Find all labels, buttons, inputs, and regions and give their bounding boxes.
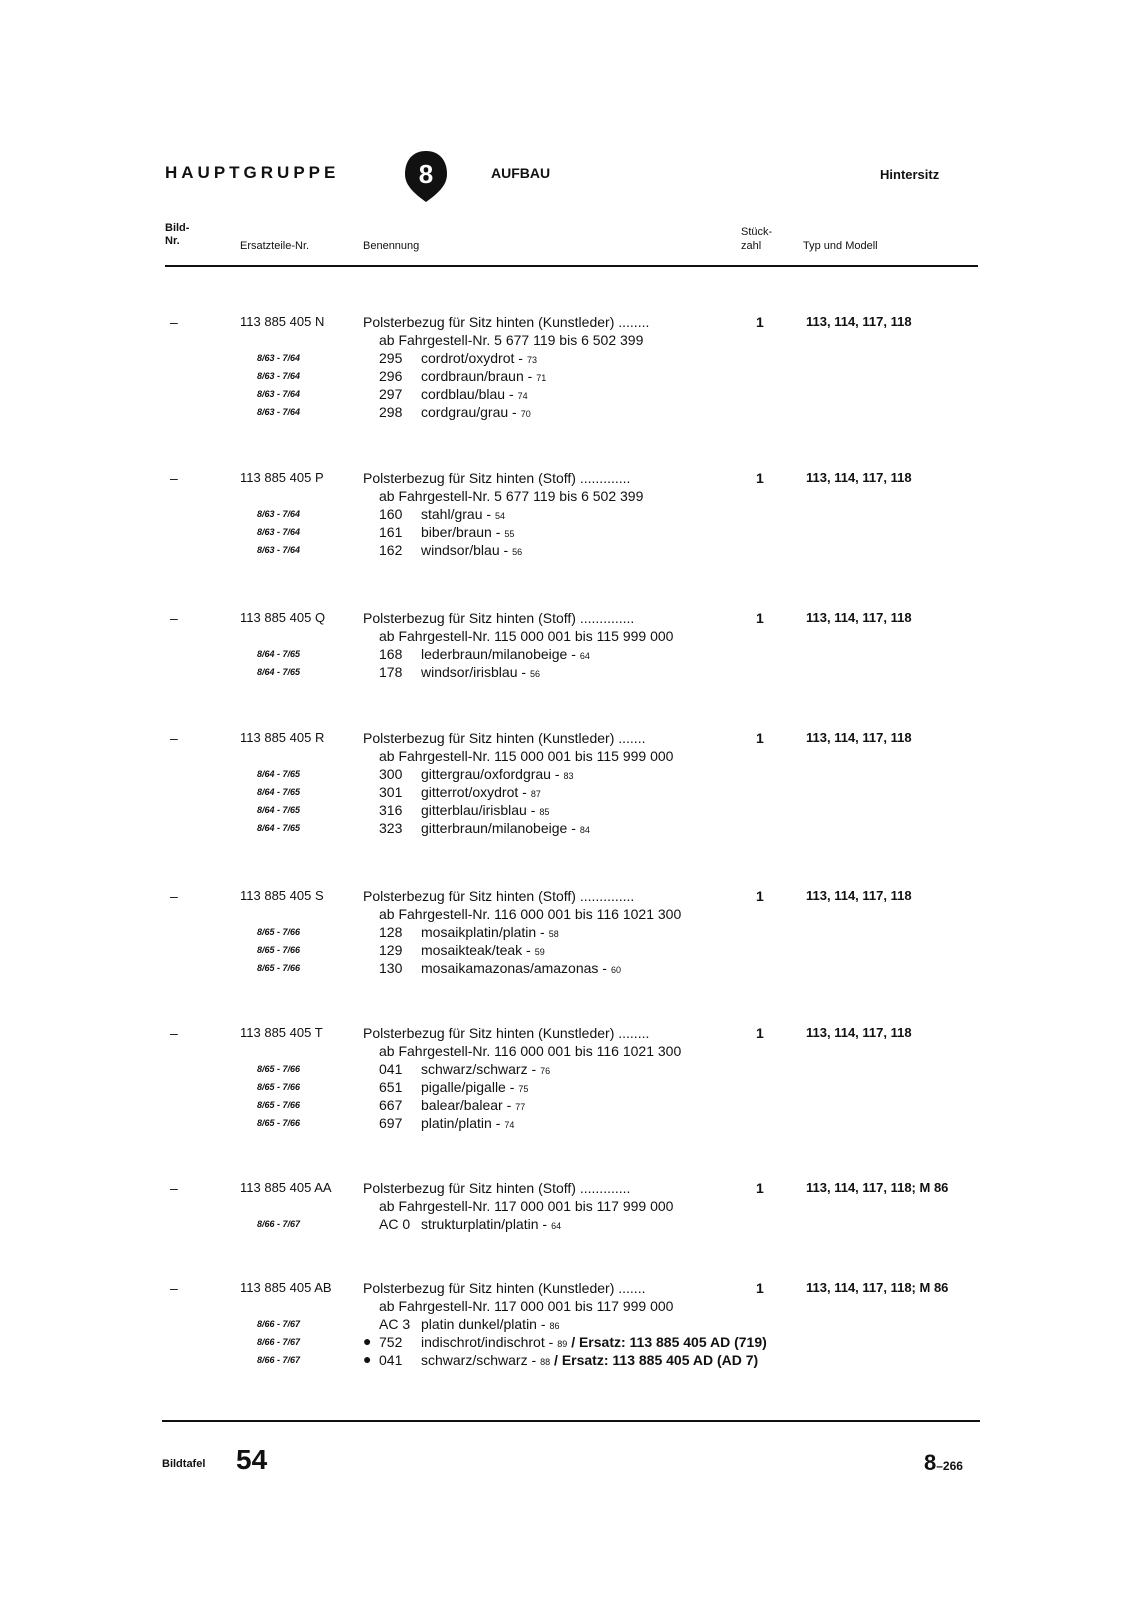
group-number-badge xyxy=(403,148,449,204)
color-code: 168 xyxy=(379,646,403,662)
color-code: 041 xyxy=(379,1061,403,1077)
variant-row xyxy=(0,784,1132,802)
color-name xyxy=(421,524,514,540)
color-label: mosaikplatin/platin - xyxy=(421,924,545,940)
validity-dates: 8/63 - 7/64 xyxy=(257,509,301,519)
variant-row xyxy=(0,368,1132,386)
part-quantity: 1 xyxy=(756,1025,764,1041)
color-ref: 73 xyxy=(526,355,537,365)
color-label: platin dunkel/platin - xyxy=(421,1316,546,1332)
color-label: gittergrau/oxfordgrau - xyxy=(421,766,560,782)
color-ref: 77 xyxy=(515,1102,526,1112)
part-quantity: 1 xyxy=(756,610,764,626)
color-name xyxy=(421,1097,525,1113)
part-number: 113 885 405 AA xyxy=(240,1180,332,1195)
color-label: biber/braun - xyxy=(421,524,501,540)
part-quantity: 1 xyxy=(756,730,764,746)
part-models: 113, 114, 117, 118; M 86 xyxy=(806,1180,949,1195)
variant-row xyxy=(0,1097,1132,1115)
color-code: 651 xyxy=(379,1079,403,1095)
chassis-range: ab Fahrgestell-Nr. 5 677 119 bis 6 502 399 xyxy=(379,488,644,504)
subsection-title: Hintersitz xyxy=(880,167,940,182)
header-rule xyxy=(165,265,978,267)
color-name xyxy=(421,924,559,940)
variant-row xyxy=(0,404,1132,422)
color-code: 130 xyxy=(379,960,403,976)
validity-dates: 8/65 - 7/66 xyxy=(257,945,301,955)
chassis-range: ab Fahrgestell-Nr. 5 677 119 bis 6 502 399 xyxy=(379,332,644,348)
chassis-range: ab Fahrgestell-Nr. 117 000 001 bis 117 999 000 xyxy=(379,1198,674,1214)
color-ref: 87 xyxy=(530,789,541,799)
color-code: 295 xyxy=(379,350,403,366)
variant-row xyxy=(0,766,1132,784)
footer-rule xyxy=(162,1420,980,1422)
color-code: AC 0 xyxy=(379,1216,411,1232)
color-label: balear/balear - xyxy=(421,1097,512,1113)
chassis-range: ab Fahrgestell-Nr. 116 000 001 bis 116 1021 300 xyxy=(379,1043,682,1059)
part-models: 113, 114, 117, 118 xyxy=(806,730,912,745)
footer-plate-number: 54 xyxy=(236,1444,268,1475)
validity-dates: 8/64 - 7/65 xyxy=(257,823,301,833)
bild-nr: – xyxy=(170,1025,178,1041)
page-sub: –266 xyxy=(936,1459,963,1473)
color-label: gitterbraun/milanobeige - xyxy=(421,820,576,836)
part-description: Polsterbezug für Sitz hinten (Kunstleder) ........ xyxy=(363,1025,650,1041)
color-ref: 74 xyxy=(504,1120,515,1130)
replacement-note: / Ersatz: 113 885 405 AD (719) xyxy=(571,1334,767,1350)
color-code: 667 xyxy=(379,1097,403,1113)
color-code: 752 xyxy=(379,1334,403,1350)
color-ref: 59 xyxy=(534,947,545,957)
color-name xyxy=(421,784,541,800)
part-number: 113 885 405 P xyxy=(240,470,324,485)
part-number: 113 885 405 S xyxy=(240,888,324,903)
color-label: schwarz/schwarz - xyxy=(421,1061,537,1077)
color-name xyxy=(421,350,537,366)
validity-dates: 8/65 - 7/66 xyxy=(257,1082,301,1092)
color-code: 300 xyxy=(379,766,403,782)
part-description: Polsterbezug für Sitz hinten (Stoff) .............. xyxy=(363,888,635,904)
color-label: mosaikteak/teak - xyxy=(421,942,531,958)
color-code: 161 xyxy=(379,524,403,540)
variant-list xyxy=(0,924,1132,978)
variant-row xyxy=(0,1352,1132,1370)
replacement-note: / Ersatz: 113 885 405 AD (AD 7) xyxy=(554,1352,759,1368)
color-ref: 76 xyxy=(540,1066,551,1076)
color-ref: 85 xyxy=(539,807,550,817)
bild-nr: – xyxy=(170,730,178,746)
color-code: 301 xyxy=(379,784,403,800)
color-code: 697 xyxy=(379,1115,403,1131)
col-model: Typ und Modell xyxy=(803,240,878,252)
footer-plate-label: Bildtafel xyxy=(162,1458,206,1470)
part-models: 113, 114, 117, 118 xyxy=(806,610,912,625)
col-part-number: Ersatzteile-Nr. xyxy=(240,240,310,252)
validity-dates: 8/63 - 7/64 xyxy=(257,527,301,537)
part-description: Polsterbezug für Sitz hinten (Stoff) .............. xyxy=(363,610,635,626)
validity-dates: 8/63 - 7/64 xyxy=(257,407,301,417)
section-title: AUFBAU xyxy=(491,165,551,181)
variant-row xyxy=(0,350,1132,368)
validity-dates: 8/63 - 7/64 xyxy=(257,545,301,555)
variant-row xyxy=(0,386,1132,404)
color-name xyxy=(421,506,505,522)
validity-dates: 8/64 - 7/65 xyxy=(257,667,301,677)
color-label: lederbraun/milanobeige - xyxy=(421,646,576,662)
color-name xyxy=(421,820,590,836)
color-name xyxy=(421,1352,758,1368)
color-code: 041 xyxy=(379,1352,403,1368)
color-ref: 84 xyxy=(579,825,590,835)
part-number: 113 885 405 T xyxy=(240,1025,323,1040)
color-ref: 71 xyxy=(536,373,547,383)
variant-row xyxy=(0,506,1132,524)
color-code: 298 xyxy=(379,404,403,420)
variant-row xyxy=(0,942,1132,960)
color-code: AC 3 xyxy=(379,1316,411,1332)
part-number: 113 885 405 Q xyxy=(240,610,326,625)
variant-row xyxy=(0,524,1132,542)
variant-row xyxy=(0,960,1132,978)
color-code: 160 xyxy=(379,506,403,522)
color-name xyxy=(421,1216,561,1232)
page-number xyxy=(924,1450,963,1476)
color-ref: 89 xyxy=(557,1339,568,1349)
validity-dates: 8/65 - 7/66 xyxy=(257,1118,301,1128)
color-label: cordbraun/braun - xyxy=(421,368,533,384)
part-description: Polsterbezug für Sitz hinten (Kunstleder) ........ xyxy=(363,314,650,330)
color-label: gitterrot/oxydrot - xyxy=(421,784,527,800)
color-name xyxy=(421,802,549,818)
chassis-range: ab Fahrgestell-Nr. 115 000 001 bis 115 999 000 xyxy=(379,628,674,644)
part-quantity: 1 xyxy=(756,1180,764,1196)
color-ref: 54 xyxy=(495,511,506,521)
variant-row xyxy=(0,924,1132,942)
variant-list xyxy=(0,766,1132,838)
color-label: mosaikamazonas/amazonas - xyxy=(421,960,607,976)
chassis-range: ab Fahrgestell-Nr. 115 000 001 bis 115 999 000 xyxy=(379,748,674,764)
variant-row xyxy=(0,542,1132,560)
validity-dates: 8/65 - 7/66 xyxy=(257,963,301,973)
color-name xyxy=(421,1115,514,1131)
validity-dates: 8/63 - 7/64 xyxy=(257,389,301,399)
part-quantity: 1 xyxy=(756,314,764,330)
color-ref: 64 xyxy=(551,1221,562,1231)
variant-list xyxy=(0,350,1132,422)
part-models: 113, 114, 117, 118 xyxy=(806,470,912,485)
color-label: cordgrau/grau - xyxy=(421,404,517,420)
part-quantity: 1 xyxy=(756,470,764,486)
color-ref: 56 xyxy=(512,547,523,557)
part-description: Polsterbezug für Sitz hinten (Kunstleder) ....... xyxy=(363,1280,646,1296)
color-ref: 64 xyxy=(579,651,590,661)
part-description: Polsterbezug für Sitz hinten (Kunstleder) ....... xyxy=(363,730,646,746)
color-ref: 86 xyxy=(549,1321,560,1331)
part-number: 113 885 405 R xyxy=(240,730,325,745)
chassis-range: ab Fahrgestell-Nr. 116 000 001 bis 116 1021 300 xyxy=(379,906,682,922)
bild-nr: – xyxy=(170,1280,178,1296)
variant-list xyxy=(0,1061,1132,1133)
color-name xyxy=(421,960,621,976)
variant-row xyxy=(0,1061,1132,1079)
color-name xyxy=(421,766,574,782)
color-code: 178 xyxy=(379,664,403,680)
color-code: 296 xyxy=(379,368,403,384)
col-qty-1: Stück- xyxy=(741,226,773,238)
variant-row xyxy=(0,820,1132,838)
variant-list xyxy=(0,1316,1132,1370)
chassis-range: ab Fahrgestell-Nr. 117 000 001 bis 117 999 000 xyxy=(379,1298,674,1314)
variant-list xyxy=(0,1216,1132,1234)
variant-row xyxy=(0,802,1132,820)
validity-dates: 8/65 - 7/66 xyxy=(257,1100,301,1110)
color-ref: 70 xyxy=(520,409,531,419)
col-bild-nr-1: Bild- xyxy=(165,222,190,234)
bild-nr: – xyxy=(170,314,178,330)
color-code: 323 xyxy=(379,820,403,836)
part-quantity: 1 xyxy=(756,888,764,904)
validity-dates: 8/64 - 7/65 xyxy=(257,787,301,797)
color-name xyxy=(421,542,522,558)
variant-row xyxy=(0,1079,1132,1097)
bullet-icon: ● xyxy=(363,1351,372,1367)
variant-row xyxy=(0,1334,1132,1352)
validity-dates: 8/66 - 7/67 xyxy=(257,1355,301,1365)
color-ref: 83 xyxy=(563,771,574,781)
validity-dates: 8/65 - 7/66 xyxy=(257,1064,301,1074)
bild-nr: – xyxy=(170,888,178,904)
part-quantity: 1 xyxy=(756,1280,764,1296)
validity-dates: 8/64 - 7/65 xyxy=(257,805,301,815)
col-bild-nr-2: Nr. xyxy=(165,235,180,247)
bullet-icon: ● xyxy=(363,1333,372,1349)
color-label: stahl/grau - xyxy=(421,506,492,522)
part-description: Polsterbezug für Sitz hinten (Stoff) ............. xyxy=(363,470,631,486)
color-label: schwarz/schwarz - xyxy=(421,1352,537,1368)
color-name xyxy=(421,368,546,384)
part-number: 113 885 405 AB xyxy=(240,1280,332,1295)
color-name xyxy=(421,664,540,680)
color-label: windsor/blau - xyxy=(421,542,509,558)
color-name xyxy=(421,942,545,958)
group-label: HAUPTGRUPPE xyxy=(165,163,340,182)
color-ref: 74 xyxy=(517,391,528,401)
col-name: Benennung xyxy=(363,240,420,252)
variant-row xyxy=(0,646,1132,664)
validity-dates: 8/64 - 7/65 xyxy=(257,769,301,779)
col-qty-2: zahl xyxy=(741,240,762,252)
variant-row xyxy=(0,1115,1132,1133)
color-ref: 56 xyxy=(530,669,541,679)
part-models: 113, 114, 117, 118 xyxy=(806,888,912,903)
color-ref: 75 xyxy=(518,1084,529,1094)
variant-row xyxy=(0,664,1132,682)
color-label: cordblau/blau - xyxy=(421,386,514,402)
color-name xyxy=(421,646,590,662)
variant-row xyxy=(0,1216,1132,1234)
color-code: 128 xyxy=(379,924,403,940)
color-name xyxy=(421,1334,767,1350)
part-models: 113, 114, 117, 118 xyxy=(806,314,912,329)
color-label: pigalle/pigalle - xyxy=(421,1079,515,1095)
validity-dates: 8/63 - 7/64 xyxy=(257,353,301,363)
color-code: 316 xyxy=(379,802,403,818)
color-label: indischrot/indischrot - xyxy=(421,1334,554,1350)
color-name xyxy=(421,386,528,402)
variant-list xyxy=(0,646,1132,682)
variant-row xyxy=(0,1316,1132,1334)
color-name xyxy=(421,1316,560,1332)
bild-nr: – xyxy=(170,470,178,486)
color-label: gitterblau/irisblau - xyxy=(421,802,536,818)
part-models: 113, 114, 117, 118 xyxy=(806,1025,912,1040)
part-models: 113, 114, 117, 118; M 86 xyxy=(806,1280,949,1295)
variant-list xyxy=(0,506,1132,560)
page-main: 8 xyxy=(924,1450,937,1475)
color-ref: 55 xyxy=(504,529,515,539)
color-ref: 58 xyxy=(548,929,559,939)
validity-dates: 8/66 - 7/67 xyxy=(257,1337,301,1347)
validity-dates: 8/66 - 7/67 xyxy=(257,1319,301,1329)
color-code: 162 xyxy=(379,542,403,558)
color-name xyxy=(421,1061,550,1077)
validity-dates: 8/66 - 7/67 xyxy=(257,1219,301,1229)
bild-nr: – xyxy=(170,1180,178,1196)
bild-nr: – xyxy=(170,610,178,626)
color-name xyxy=(421,404,531,420)
color-code: 297 xyxy=(379,386,403,402)
color-label: strukturplatin/platin - xyxy=(421,1216,548,1232)
color-name xyxy=(421,1079,528,1095)
color-label: cordrot/oxydrot - xyxy=(421,350,523,366)
part-description: Polsterbezug für Sitz hinten (Stoff) ............. xyxy=(363,1180,631,1196)
color-code: 129 xyxy=(379,942,403,958)
color-label: windsor/irisblau - xyxy=(421,664,527,680)
validity-dates: 8/63 - 7/64 xyxy=(257,371,301,381)
color-label: platin/platin - xyxy=(421,1115,501,1131)
group-number: 8 xyxy=(418,159,434,189)
validity-dates: 8/64 - 7/65 xyxy=(257,649,301,659)
part-number: 113 885 405 N xyxy=(240,314,325,329)
validity-dates: 8/65 - 7/66 xyxy=(257,927,301,937)
color-ref: 60 xyxy=(610,965,621,975)
color-ref: 88 xyxy=(540,1357,551,1367)
